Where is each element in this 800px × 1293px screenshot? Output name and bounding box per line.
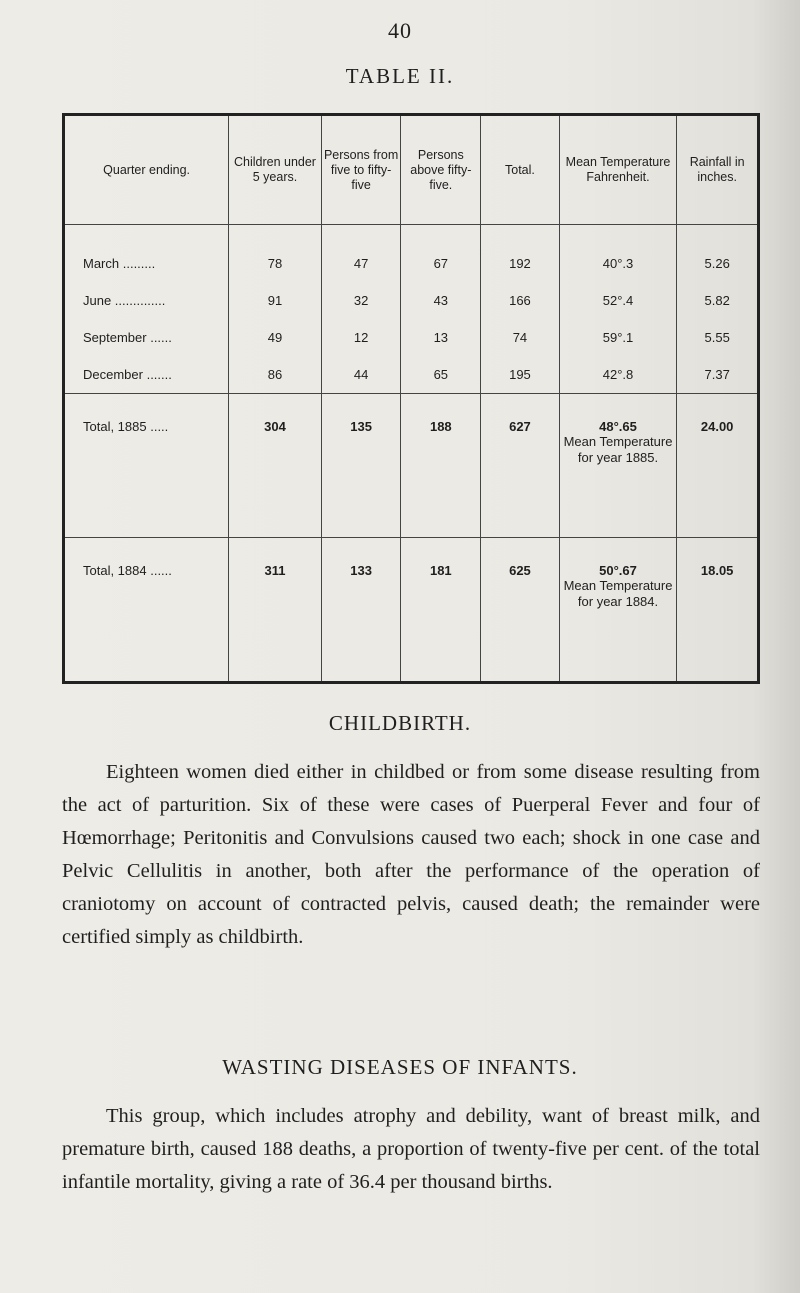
- cell-rainfall: 5.55: [677, 319, 759, 356]
- cell-five-to-fifty-five: 47: [321, 225, 401, 283]
- cell-temperature: [559, 538, 677, 683]
- cell-children: 78: [229, 225, 322, 283]
- cell-total: 192: [481, 225, 560, 283]
- total-row-1884: [64, 538, 759, 683]
- temperature-note: Mean Temperature for year 1885.: [563, 434, 673, 465]
- cell-temperature: [559, 394, 677, 538]
- header-rainfall: Rainfall in inches.: [677, 115, 759, 225]
- table-title: TABLE II.: [345, 64, 455, 88]
- cell-five-to-fifty-five: 12: [321, 319, 401, 356]
- cell-children: 91: [229, 282, 322, 319]
- row-label: December .......: [64, 356, 229, 394]
- temperature-value: 48°.65: [599, 419, 637, 434]
- cell-total: 195: [481, 356, 560, 394]
- table-row: [64, 319, 759, 356]
- temperature-value: 50°.67: [599, 563, 637, 578]
- table-header-row: [64, 115, 759, 225]
- cell-five-to-fifty-five: 133: [321, 538, 401, 683]
- wasting-diseases-paragraph: This group, which includes atrophy and debility, want of breast milk, and premature birth, caused 188 deaths, a proportion of twenty-five per cent. of the total infantile mortality, giving a rate of 36.4 per thousand births.: [62, 1105, 760, 1193]
- header-five-to-fifty-five: Persons from five to fifty-five: [321, 115, 401, 225]
- header-total: Total.: [481, 115, 560, 225]
- row-label: Total, 1885 .....: [64, 394, 229, 538]
- cell-children: 304: [229, 394, 322, 538]
- cell-above-fifty-five: 181: [401, 538, 481, 683]
- cell-rainfall: 5.26: [677, 225, 759, 283]
- cell-above-fifty-five: 13: [401, 319, 481, 356]
- row-label: September ......: [64, 319, 229, 356]
- cell-temperature: 59°.1: [559, 319, 677, 356]
- row-label: Total, 1884 ......: [64, 538, 229, 683]
- cell-above-fifty-five: 188: [401, 394, 481, 538]
- cell-temperature: 42°.8: [559, 356, 677, 394]
- cell-five-to-fifty-five: 32: [321, 282, 401, 319]
- cell-rainfall: 24.00: [677, 394, 759, 538]
- temperature-note: Mean Temperature for year 1884.: [563, 578, 673, 609]
- row-label: June ..............: [64, 282, 229, 319]
- table-row: [64, 356, 759, 394]
- total-row-1885: [64, 394, 759, 538]
- cell-children: 86: [229, 356, 322, 394]
- cell-rainfall: 7.37: [677, 356, 759, 394]
- header-above-fifty-five: Persons above fifty-five.: [401, 115, 481, 225]
- childbirth-paragraph: Eighteen women died either in childbed or from some disease resulting from the act of parturition. Six of these were cases of Puerperal Fever and four of Hœmorrhage; Peritonitis and Convulsions caused two each; shock in one case and Pelvic Cellulitis in another, both after the performance of the operation of craniotomy on account of contracted pelvis, caused death; the remainder were certified simply as childbirth.: [62, 761, 760, 948]
- cell-temperature: 52°.4: [559, 282, 677, 319]
- cell-total: 166: [481, 282, 560, 319]
- cell-temperature: 40°.3: [559, 225, 677, 283]
- cell-children: 311: [229, 538, 322, 683]
- table-row: [64, 225, 759, 283]
- cell-total: 74: [481, 319, 560, 356]
- cell-above-fifty-five: 43: [401, 282, 481, 319]
- cell-five-to-fifty-five: 44: [321, 356, 401, 394]
- header-mean-temperature: Mean Temperature Fahrenheit.: [559, 115, 677, 225]
- cell-above-fifty-five: 65: [401, 356, 481, 394]
- row-label: March .........: [64, 225, 229, 283]
- cell-total: 625: [481, 538, 560, 683]
- wasting-diseases-heading: WASTING DISEASES OF INFANTS.: [222, 1055, 578, 1079]
- header-quarter: Quarter ending.: [64, 115, 229, 225]
- cell-children: 49: [229, 319, 322, 356]
- mortality-table: [62, 113, 760, 684]
- header-children: Children under 5 years.: [229, 115, 322, 225]
- table-row: [64, 282, 759, 319]
- page-number: 40: [388, 18, 412, 43]
- cell-five-to-fifty-five: 135: [321, 394, 401, 538]
- cell-rainfall: 18.05: [677, 538, 759, 683]
- cell-total: 627: [481, 394, 560, 538]
- childbirth-heading: CHILDBIRTH.: [328, 711, 472, 735]
- cell-rainfall: 5.82: [677, 282, 759, 319]
- cell-above-fifty-five: 67: [401, 225, 481, 283]
